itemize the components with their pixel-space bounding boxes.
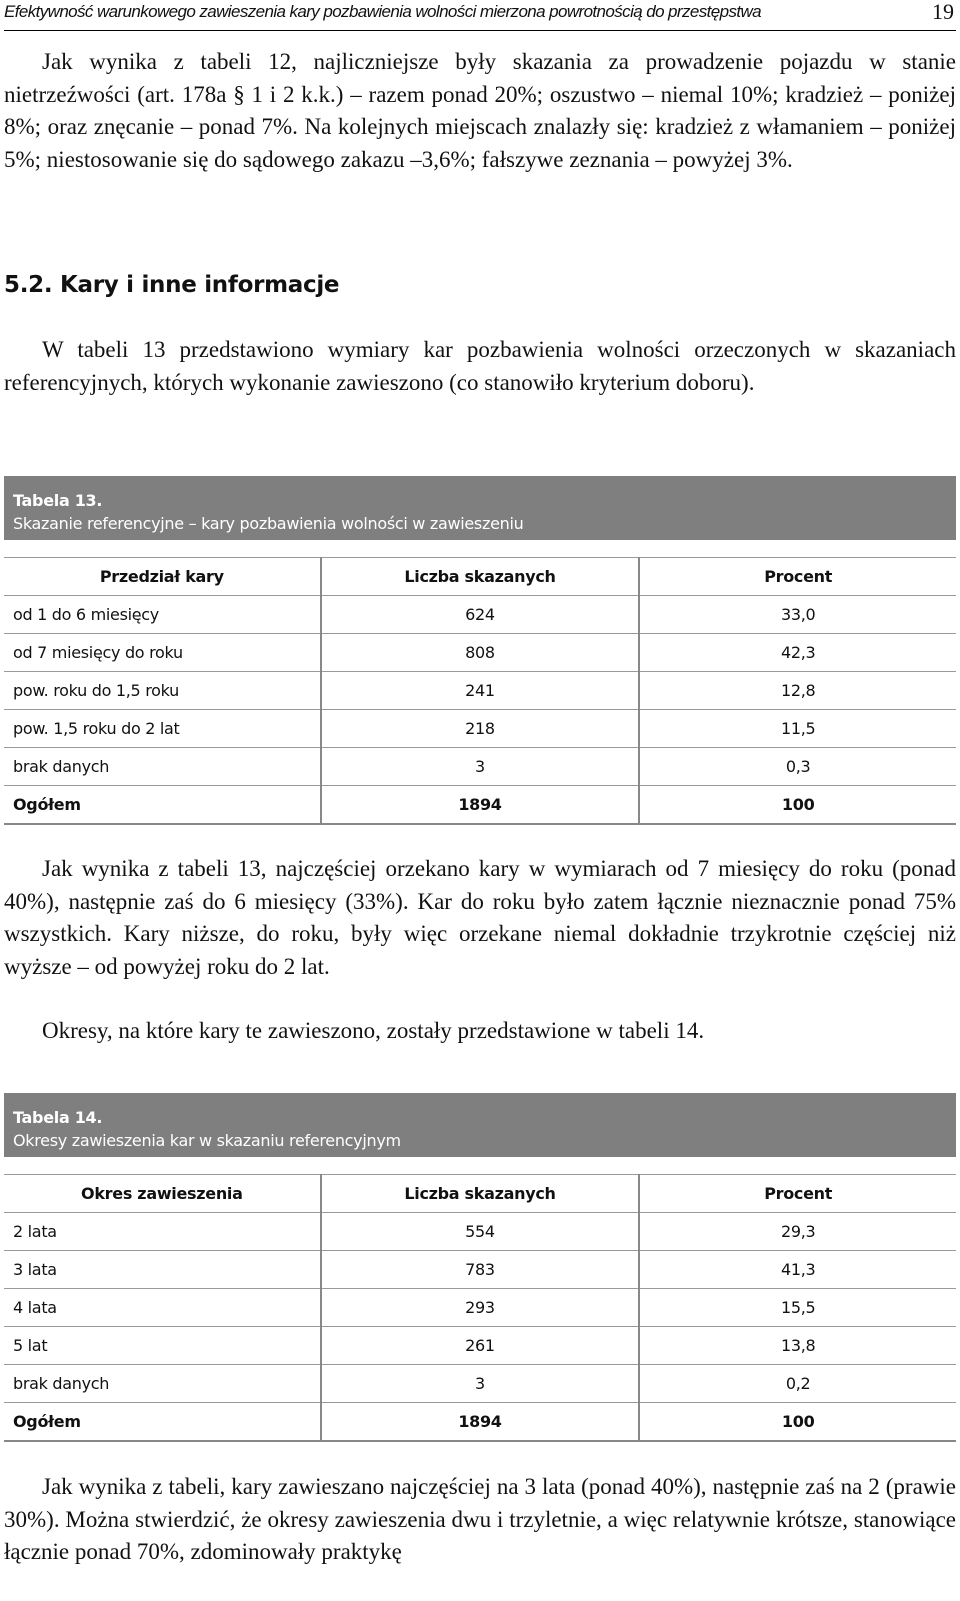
cell-percent: 15,5 <box>639 1289 956 1327</box>
running-header <box>4 0 956 31</box>
section-heading: 5.2. Kary i inne informacje <box>4 272 340 298</box>
table-row <box>4 1251 956 1289</box>
table-13-caption <box>4 476 956 540</box>
cell-period: Ogółem <box>4 1403 321 1442</box>
cell-period: 5 lat <box>4 1327 321 1365</box>
paragraph-5: Jak wynika z tabeli, kary zawieszano najczęściej na 3 lata (ponad 40%), następnie zaś na 2 (prawie 30%). Można stwierdzić, że okresy zawieszenia dwu i trzyletnie, a więc relatywnie krótsze, stanowiące łącznie ponad 70%, zdominowały praktykę <box>4 1474 956 1564</box>
column-header: Przedział kary <box>4 558 321 596</box>
table-header-row <box>4 558 956 596</box>
table-14-label: Tabela 14. <box>13 1108 103 1127</box>
table-row <box>4 1365 956 1403</box>
cell-range: pow. roku do 1,5 roku <box>4 672 321 710</box>
table-row <box>4 1327 956 1365</box>
cell-percent: 42,3 <box>639 634 956 672</box>
table-14-title: Okresy zawieszenia kar w skazaniu referencyjnym <box>13 1131 401 1150</box>
cell-range: brak danych <box>4 748 321 786</box>
cell-percent: 0,3 <box>639 748 956 786</box>
cell-percent: 29,3 <box>639 1213 956 1251</box>
cell-range: pow. 1,5 roku do 2 lat <box>4 710 321 748</box>
table-14-caption <box>4 1093 956 1157</box>
paragraph-1: Jak wynika z tabeli 12, najliczniejsze były skazania za prowadzenie pojazdu w stanie nietrzeźwości (art. 178a § 1 i 2 k.k.) – razem ponad 20%; oszustwo – niemal 10%; kradzież – poniżej 8%; oraz znęcanie – ponad 7%. Na kolejnych miejscach znalazły się: kradzież z włamaniem – poniżej 5%; niestosowanie się do sądowego zakazu –3,6%; fałszywe zeznania – powyżej 3%. <box>4 49 956 172</box>
table-14 <box>4 1093 956 1442</box>
table-row <box>4 748 956 786</box>
column-header: Procent <box>639 1175 956 1213</box>
table-row <box>4 596 956 634</box>
table-14-grid <box>4 1174 956 1442</box>
cell-percent: 11,5 <box>639 710 956 748</box>
cell-percent: 100 <box>639 1403 956 1442</box>
table-header-row <box>4 1175 956 1213</box>
cell-count: 808 <box>321 634 640 672</box>
table-13-grid <box>4 557 956 825</box>
page-number: 19 <box>932 0 954 24</box>
column-header: Liczba skazanych <box>321 558 640 596</box>
cell-range: od 1 do 6 miesięcy <box>4 596 321 634</box>
cell-count: 624 <box>321 596 640 634</box>
cell-period: 2 lata <box>4 1213 321 1251</box>
table-row <box>4 634 956 672</box>
cell-count: 261 <box>321 1327 640 1365</box>
cell-count: 1894 <box>321 786 640 825</box>
paragraph-2: W tabeli 13 przedstawiono wymiary kar pozbawienia wolności orzeczonych w skazaniach referencyjnych, których wykonanie zawieszono (co stanowiło kryterium doboru). <box>4 337 956 395</box>
table-row <box>4 1289 956 1327</box>
table-row <box>4 672 956 710</box>
cell-percent: 100 <box>639 786 956 825</box>
cell-count: 218 <box>321 710 640 748</box>
cell-period: 4 lata <box>4 1289 321 1327</box>
column-header: Liczba skazanych <box>321 1175 640 1213</box>
cell-count: 783 <box>321 1251 640 1289</box>
paragraph-3: Jak wynika z tabeli 13, najczęściej orzekano kary w wymiarach od 7 miesięcy do roku (ponad 40%), następnie zaś do 6 miesięcy (33%). Kar do roku było zatem łącznie nieznacznie ponad 75% wszystkich. Kary niższe, do roku, były więc orzekane niemal dokładnie trzykrotnie częściej niż wyższe – od powyżej roku do 2 lat. <box>4 856 956 979</box>
cell-count: 554 <box>321 1213 640 1251</box>
cell-range: od 7 miesięcy do roku <box>4 634 321 672</box>
cell-count: 3 <box>321 748 640 786</box>
table-row <box>4 710 956 748</box>
table-13-title: Skazanie referencyjne – kary pozbawienia wolności w zawieszeniu <box>13 514 524 533</box>
table-13 <box>4 476 956 825</box>
cell-percent: 33,0 <box>639 596 956 634</box>
cell-percent: 0,2 <box>639 1365 956 1403</box>
cell-count: 293 <box>321 1289 640 1327</box>
cell-percent: 13,8 <box>639 1327 956 1365</box>
cell-count: 241 <box>321 672 640 710</box>
cell-percent: 41,3 <box>639 1251 956 1289</box>
table-total-row <box>4 786 956 825</box>
column-header: Okres zawieszenia <box>4 1175 321 1213</box>
cell-range: Ogółem <box>4 786 321 825</box>
cell-percent: 12,8 <box>639 672 956 710</box>
cell-period: brak danych <box>4 1365 321 1403</box>
table-total-row <box>4 1403 956 1442</box>
paragraph-4: Okresy, na które kary te zawieszono, zostały przedstawione w tabeli 14. <box>42 1018 705 1043</box>
cell-count: 3 <box>321 1365 640 1403</box>
table-13-label: Tabela 13. <box>13 491 103 510</box>
running-title: Efektywność warunkowego zawieszenia kary pozbawienia wolności mierzona powrotnością do przestępstwa <box>4 2 762 21</box>
cell-count: 1894 <box>321 1403 640 1442</box>
cell-period: 3 lata <box>4 1251 321 1289</box>
table-row <box>4 1213 956 1251</box>
column-header: Procent <box>639 558 956 596</box>
